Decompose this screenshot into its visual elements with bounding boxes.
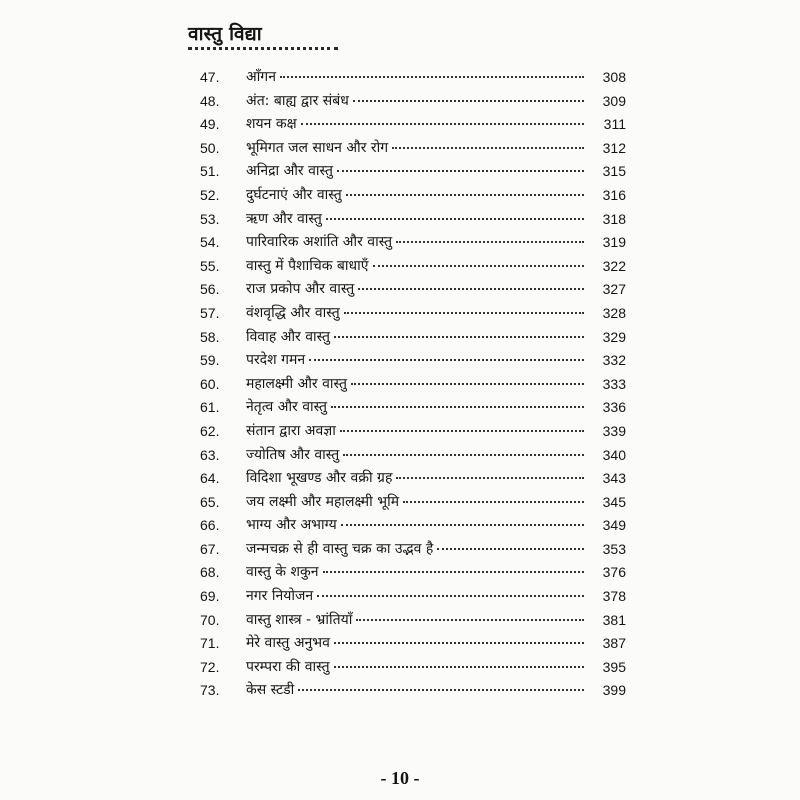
toc-entry: [0, 278, 800, 302]
toc-entry-page: 327: [602, 281, 626, 298]
toc-entry: [0, 137, 800, 161]
toc-entry-number: 72.: [200, 658, 220, 675]
toc-entry-title: अंत: बाह्य द्वार संबंध: [246, 92, 349, 109]
toc-dot-leader: [351, 383, 584, 385]
toc-dot-leader: [358, 288, 584, 290]
toc-entry-title-wrap: [246, 420, 584, 444]
toc-entry: [0, 538, 800, 562]
toc-entry-number: 58.: [200, 328, 220, 345]
toc-entry-title-wrap: [246, 444, 584, 468]
table-of-contents: [0, 66, 800, 703]
toc-entry-number: 68.: [200, 564, 220, 581]
toc-entry-page: 340: [602, 446, 626, 463]
toc-dot-leader: [353, 100, 584, 102]
toc-dot-leader: [298, 689, 584, 691]
toc-entry-title: ऋण और वास्तु: [246, 210, 322, 227]
toc-entry: [0, 632, 800, 656]
toc-dot-leader: [344, 312, 584, 314]
toc-entry-title: राज प्रकोप और वास्तु: [246, 281, 355, 298]
toc-entry-number: 48.: [200, 92, 220, 109]
toc-entry-number: 63.: [200, 446, 220, 463]
toc-entry-number: 50.: [200, 139, 220, 156]
toc-entry-number: 57.: [200, 304, 220, 321]
toc-entry-title: अनिद्रा और वास्तु: [246, 163, 333, 180]
running-head-rule: [188, 47, 338, 50]
toc-entry-title-wrap: [246, 679, 584, 703]
toc-entry-title: नगर नियोजन: [246, 588, 314, 605]
toc-entry-page: 353: [602, 540, 626, 557]
toc-dot-leader: [356, 619, 584, 621]
toc-entry-number: 52.: [200, 186, 220, 203]
toc-entry-title-wrap: [246, 561, 584, 585]
toc-entry-page: 315: [602, 163, 626, 180]
toc-entry-title-wrap: [246, 231, 584, 255]
toc-entry-title: संतान द्वारा अवज्ञा: [246, 422, 336, 439]
toc-entry-title-wrap: [246, 255, 584, 279]
toc-entry-title-wrap: [246, 491, 584, 515]
toc-entry-title: वास्तु में पैशाचिक बाधाएँ: [246, 257, 369, 274]
toc-entry-title: आँगन: [246, 69, 276, 85]
toc-entry-title: जन्मचक्र से ही वास्तु चक्र का उद्भव है: [246, 540, 434, 557]
toc-entry-title: नेतृत्व और वास्तु: [246, 399, 328, 416]
toc-entry-page: 343: [602, 470, 626, 487]
toc-entry-page: 332: [602, 352, 626, 369]
toc-entry: [0, 420, 800, 444]
toc-entry-title-wrap: [246, 609, 584, 633]
toc-entry-page: 378: [602, 588, 626, 605]
toc-entry-number: 69.: [200, 588, 220, 605]
toc-entry: [0, 255, 800, 279]
toc-entry-page: 329: [602, 328, 626, 345]
toc-entry-title-wrap: [246, 278, 584, 302]
toc-entry-number: 49.: [200, 116, 220, 133]
toc-entry-title-wrap: [246, 585, 584, 609]
toc-entry-title: दुर्घटनाएं और वास्तु: [246, 186, 342, 203]
toc-entry: [0, 90, 800, 114]
toc-dot-leader: [396, 241, 584, 243]
toc-entry: [0, 302, 800, 326]
toc-entry-title: मेरे वास्तु अनुभव: [246, 635, 330, 652]
toc-entry-page: 345: [602, 493, 626, 510]
toc-entry-number: 54.: [200, 234, 220, 251]
page-number: - 10 -: [380, 768, 420, 788]
toc-entry-number: 47.: [200, 69, 220, 85]
toc-entry-title-wrap: [246, 302, 584, 326]
toc-dot-leader: [403, 501, 584, 503]
toc-entry-page: 316: [602, 186, 626, 203]
toc-dot-leader: [317, 595, 584, 597]
toc-entry: [0, 326, 800, 350]
toc-entry-title: परम्परा की वास्तु: [246, 658, 330, 675]
toc-entry: [0, 208, 800, 232]
toc-entry: [0, 514, 800, 538]
toc-entry-page: 309: [602, 92, 626, 109]
toc-entry-page: 381: [602, 611, 626, 628]
toc-dot-leader: [392, 147, 584, 149]
toc-entry-title-wrap: [246, 137, 584, 161]
toc-entry-title-wrap: [246, 160, 584, 184]
toc-entry-page: 339: [602, 422, 626, 439]
toc-entry-title-wrap: [246, 538, 584, 562]
toc-entry-title-wrap: [246, 396, 584, 420]
toc-entry-page: 349: [602, 517, 626, 534]
toc-entry: [0, 679, 800, 703]
toc-dot-leader: [326, 218, 584, 220]
toc-entry: [0, 561, 800, 585]
toc-entry-title-wrap: [246, 632, 584, 656]
toc-entry-page: 336: [602, 399, 626, 416]
toc-entry: [0, 444, 800, 468]
toc-entry-page: 319: [602, 234, 626, 251]
toc-entry-number: 51.: [200, 163, 220, 180]
toc-entry-title: भूमिगत जल साधन और रोग: [246, 139, 389, 156]
toc-dot-leader: [309, 359, 584, 361]
toc-entry-page: 376: [602, 564, 626, 581]
toc-entry: [0, 349, 800, 373]
toc-entry-page: 312: [602, 139, 626, 156]
toc-entry-page: 318: [602, 210, 626, 227]
toc-entry-page: 395: [602, 658, 626, 675]
toc-entry: [0, 585, 800, 609]
toc-entry-page: 399: [602, 682, 626, 699]
toc-entry-title: वास्तु के शकुन: [246, 564, 319, 581]
toc-entry-title: भाग्य और अभाग्य: [246, 517, 337, 534]
toc-entry-number: 64.: [200, 470, 220, 487]
toc-entry-number: 55.: [200, 257, 220, 274]
toc-entry: [0, 656, 800, 680]
toc-entry-title-wrap: [246, 184, 584, 208]
toc-dot-leader: [437, 548, 584, 550]
toc-entry-number: 60.: [200, 375, 220, 392]
toc-entry-title: विदिशा भूखण्ड और वक्री ग्रह: [246, 470, 393, 487]
toc-entry-title: पारिवारिक अशांति और वास्तु: [246, 234, 393, 251]
toc-entry: [0, 491, 800, 515]
toc-entry-title-wrap: [246, 514, 584, 538]
toc-entry-page: 311: [603, 116, 626, 133]
toc-entry-number: 73.: [200, 682, 220, 699]
toc-dot-leader: [334, 666, 584, 668]
toc-entry-page: 333: [602, 375, 626, 392]
toc-entry-number: 67.: [200, 540, 220, 557]
toc-entry-title: परदेश गमन: [246, 352, 306, 369]
toc-entry-number: 56.: [200, 281, 220, 298]
toc-dot-leader: [337, 170, 584, 172]
toc-dot-leader: [280, 76, 584, 78]
toc-entry: [0, 113, 800, 137]
toc-entry: [0, 160, 800, 184]
toc-dot-leader: [301, 123, 584, 125]
toc-entry-title: महालक्ष्मी और वास्तु: [246, 375, 347, 392]
toc-entry-number: 65.: [200, 493, 220, 510]
toc-entry-number: 61.: [200, 399, 220, 416]
toc-entry: [0, 396, 800, 420]
toc-entry-page: 322: [602, 257, 626, 274]
toc-dot-leader: [346, 194, 584, 196]
toc-dot-leader: [341, 524, 584, 526]
toc-entry-title: केस स्टडी: [246, 682, 295, 699]
toc-entry-number: 66.: [200, 517, 220, 534]
toc-entry-title: वास्तु शास्त्र - भ्रांतियाँ: [246, 611, 353, 628]
toc-dot-leader: [331, 406, 584, 408]
toc-dot-leader: [343, 454, 584, 456]
toc-entry-title: विवाह और वास्तु: [246, 328, 331, 345]
toc-entry-title-wrap: [246, 467, 584, 491]
toc-entry: [0, 184, 800, 208]
toc-entry-page: 328: [602, 304, 626, 321]
toc-entry-title: ज्योतिष और वास्तु: [246, 446, 340, 463]
running-head-title: वास्तु विद्या: [188, 23, 262, 45]
toc-entry-title-wrap: [246, 349, 584, 373]
toc-dot-leader: [396, 477, 584, 479]
toc-entry: [0, 609, 800, 633]
toc-entry-title-wrap: [246, 113, 584, 137]
toc-entry-page: 387: [602, 635, 626, 652]
toc-entry-title-wrap: [246, 90, 584, 114]
toc-entry-number: 62.: [200, 422, 220, 439]
toc-entry: [0, 66, 800, 90]
toc-entry-title-wrap: [246, 656, 584, 680]
toc-dot-leader: [334, 336, 584, 338]
toc-entry-title-wrap: [246, 326, 584, 350]
toc-entry-title: शयन कक्ष: [246, 116, 297, 133]
toc-dot-leader: [334, 642, 584, 644]
toc-entry-page: 308: [602, 69, 626, 85]
toc-dot-leader: [373, 265, 584, 267]
toc-entry-number: 70.: [200, 611, 220, 628]
toc-dot-leader: [323, 571, 584, 573]
toc-entry: [0, 467, 800, 491]
toc-entry-title-wrap: [246, 208, 584, 232]
toc-dot-leader: [340, 430, 584, 432]
toc-entry: [0, 231, 800, 255]
toc-entry-title-wrap: [246, 66, 584, 90]
toc-entry-title: वंशवृद्धि और वास्तु: [246, 304, 340, 321]
toc-entry: [0, 373, 800, 397]
toc-entry-number: 71.: [200, 635, 220, 652]
toc-entry-title-wrap: [246, 373, 584, 397]
toc-entry-number: 53.: [200, 210, 220, 227]
toc-entry-number: 59.: [200, 352, 220, 369]
toc-entry-title: जय लक्ष्मी और महालक्ष्मी भूमि: [246, 493, 400, 510]
